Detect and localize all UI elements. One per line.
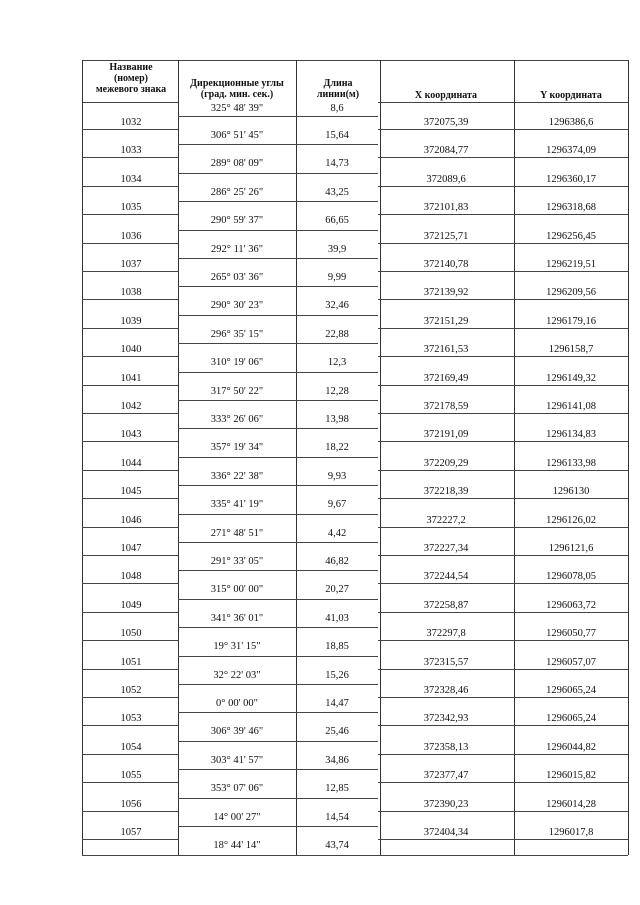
x-coordinate: 372377,47	[423, 770, 469, 782]
row-separator	[82, 527, 178, 528]
line-length: 9,99	[327, 272, 347, 283]
direction-angle: 315° 00' 00"	[210, 584, 264, 596]
direction-angle: 291° 33' 05"	[210, 556, 264, 567]
x-coordinate: 372084,77	[423, 145, 469, 157]
header-x: X координата	[414, 90, 478, 101]
row-separator	[82, 782, 178, 783]
y-coordinate: 1296015,82	[546, 770, 596, 782]
segment-separator	[178, 712, 378, 713]
segment-separator	[178, 826, 378, 827]
header-name-line-1: Название	[109, 62, 153, 73]
segment-separator	[178, 457, 378, 458]
line-length: 4,42	[327, 527, 347, 539]
point-name: 1052	[120, 685, 142, 696]
row-separator	[378, 385, 628, 386]
header-y: Y координата	[540, 90, 602, 101]
column-divider-0	[82, 60, 83, 855]
direction-angle: 0° 00' 00"	[216, 698, 258, 709]
line-length: 13,98	[325, 414, 349, 425]
first-segment-angle: 325° 48' 39"	[210, 103, 264, 114]
point-name: 1053	[120, 713, 142, 725]
row-separator	[378, 271, 628, 272]
x-coordinate: 372404,34	[423, 827, 469, 838]
row-separator	[82, 725, 178, 726]
y-coordinate: 1296386,6	[548, 117, 594, 128]
row-separator	[378, 413, 628, 414]
direction-angle: 265° 03' 36"	[210, 272, 264, 283]
row-separator	[82, 385, 178, 386]
x-coordinate: 372227,2	[426, 514, 466, 526]
segment-separator	[178, 485, 378, 486]
y-coordinate: 1296065,24	[546, 685, 596, 696]
header-length	[298, 78, 378, 100]
point-name: 1041	[120, 372, 142, 384]
header-name	[84, 62, 178, 95]
segment-separator	[178, 684, 378, 685]
segment-separator	[178, 372, 378, 373]
column-divider-5	[628, 60, 629, 855]
point-name: 1042	[120, 401, 142, 412]
y-coordinate: 1296057,07	[546, 656, 596, 668]
y-coordinate: 1296219,51	[546, 259, 596, 270]
row-separator	[82, 214, 178, 215]
point-name: 1049	[120, 599, 142, 611]
x-coordinate: 372209,29	[423, 457, 469, 469]
direction-angle: 18° 44' 14"	[213, 840, 261, 851]
y-coordinate: 1296318,68	[546, 202, 596, 214]
column-divider-3	[380, 60, 381, 855]
row-separator	[82, 470, 178, 471]
line-length: 25,46	[325, 726, 349, 738]
row-separator	[82, 413, 178, 414]
line-length: 15,64	[325, 130, 349, 141]
line-length: 9,67	[327, 499, 347, 511]
point-name: 1039	[120, 315, 142, 327]
row-separator	[82, 811, 178, 812]
direction-angle: 19° 31' 15"	[213, 641, 261, 653]
line-length: 34,86	[325, 754, 349, 766]
x-coordinate: 372140,78	[423, 259, 469, 270]
direction-angle: 292° 11' 36"	[211, 243, 263, 255]
segment-separator	[178, 769, 378, 770]
line-length: 66,65	[325, 215, 349, 227]
segment-separator	[178, 116, 378, 117]
point-name: 1056	[120, 798, 142, 810]
point-name: 1046	[120, 514, 142, 526]
direction-angle: 14° 00' 27"	[213, 811, 261, 823]
point-name: 1036	[120, 230, 142, 242]
point-name: 1035	[120, 202, 142, 214]
row-separator	[82, 271, 178, 272]
row-separator	[82, 157, 178, 158]
column-divider-4	[514, 60, 515, 855]
row-separator	[82, 612, 178, 613]
x-coordinate: 372101,83	[423, 202, 469, 214]
table-top-border	[82, 60, 628, 61]
x-coordinate: 372358,13	[423, 741, 469, 753]
header-angle-line-2: (град. мин. сек.)	[200, 89, 274, 100]
point-name: 1034	[120, 173, 142, 185]
row-separator	[378, 697, 628, 698]
point-name: 1043	[120, 429, 142, 441]
line-length: 15,26	[325, 669, 349, 681]
row-separator	[378, 839, 628, 840]
segment-separator	[178, 173, 378, 174]
line-length: 32,46	[325, 300, 349, 312]
header-length-line-2: линии(м)	[316, 89, 360, 100]
row-separator	[378, 612, 628, 613]
row-separator	[82, 328, 178, 329]
line-length: 41,03	[325, 612, 349, 624]
direction-angle: 306° 39' 46"	[210, 726, 264, 738]
row-separator	[378, 555, 628, 556]
header-name-line-3: межевого знака	[95, 84, 167, 95]
row-separator	[82, 441, 178, 442]
x-coordinate: 372342,93	[423, 713, 469, 725]
row-separator	[82, 186, 178, 187]
segment-separator	[178, 258, 378, 259]
point-name: 1047	[120, 543, 142, 554]
row-separator	[82, 583, 178, 584]
direction-angle: 336° 22' 38"	[210, 470, 264, 482]
x-coordinate: 372315,57	[423, 656, 469, 668]
y-coordinate: 1296044,82	[546, 741, 596, 753]
segment-separator	[178, 144, 378, 145]
row-separator	[82, 498, 178, 499]
direction-angle: 310° 19' 06"	[210, 357, 264, 369]
y-coordinate: 1296065,24	[546, 713, 596, 725]
row-separator	[378, 782, 628, 783]
direction-angle: 303° 41' 57"	[210, 754, 264, 766]
row-separator	[82, 356, 178, 357]
y-coordinate: 1296126,02	[546, 514, 596, 526]
y-coordinate: 1296209,56	[546, 287, 596, 299]
x-coordinate: 372089,6	[426, 173, 466, 185]
row-separator	[378, 186, 628, 187]
row-separator	[378, 129, 628, 130]
segment-separator	[178, 400, 378, 401]
point-name: 1055	[120, 770, 142, 782]
x-coordinate: 372075,39	[423, 117, 469, 128]
row-separator	[378, 157, 628, 158]
segment-separator	[178, 599, 378, 600]
segment-separator	[178, 315, 378, 316]
line-length: 43,25	[325, 186, 349, 198]
first-segment-length: 8,6	[330, 103, 344, 114]
row-separator	[378, 498, 628, 499]
line-length: 12,28	[325, 385, 349, 397]
y-coordinate: 1296078,05	[546, 571, 596, 583]
y-coordinate: 1296014,28	[546, 798, 596, 810]
line-length: 9,93	[327, 470, 347, 482]
row-separator	[82, 243, 178, 244]
y-coordinate: 1296374,09	[546, 145, 596, 157]
segment-separator	[178, 286, 378, 287]
y-coordinate: 1296133,98	[546, 457, 596, 469]
point-name: 1032	[120, 117, 142, 128]
direction-angle: 357° 19' 34"	[210, 442, 264, 454]
x-coordinate: 372139,92	[423, 287, 469, 299]
row-separator	[82, 839, 178, 840]
row-separator	[378, 754, 628, 755]
direction-angle: 271° 48' 51"	[210, 527, 264, 539]
point-name: 1054	[120, 741, 142, 753]
row-separator	[378, 640, 628, 641]
direction-angle: 335° 41' 19"	[210, 499, 264, 511]
direction-angle: 353° 07' 06"	[210, 783, 264, 795]
row-separator	[378, 328, 628, 329]
point-name: 1044	[120, 457, 142, 469]
row-separator	[82, 669, 178, 670]
segment-separator	[178, 230, 378, 231]
segment-separator	[178, 343, 378, 344]
header-angle-line-1: Дирекционные углы	[190, 78, 284, 89]
row-separator	[82, 697, 178, 698]
row-separator	[378, 669, 628, 670]
row-separator	[82, 754, 178, 755]
row-separator	[378, 243, 628, 244]
point-name: 1050	[120, 628, 142, 640]
y-coordinate: 1296050,77	[546, 628, 596, 640]
x-coordinate: 372227,34	[423, 543, 469, 554]
direction-angle: 341° 36' 01"	[210, 612, 264, 624]
direction-angle: 290° 30' 23"	[210, 300, 264, 312]
segment-separator	[178, 570, 378, 571]
y-coordinate: 1296063,72	[546, 599, 596, 611]
row-separator	[378, 299, 628, 300]
direction-angle: 32° 22' 03"	[213, 669, 261, 681]
x-coordinate: 372244,54	[423, 571, 469, 583]
segment-separator	[178, 656, 378, 657]
row-separator	[378, 470, 628, 471]
line-length: 12,85	[325, 783, 349, 795]
direction-angle: 306° 51' 45"	[210, 130, 264, 141]
y-coordinate: 1296121,6	[548, 543, 594, 554]
row-separator	[82, 129, 178, 130]
y-coordinate: 1296158,7	[548, 344, 594, 356]
point-name: 1038	[120, 287, 142, 299]
y-coordinate: 1296130	[552, 486, 590, 498]
point-name: 1040	[120, 344, 142, 356]
line-length: 43,74	[325, 840, 349, 851]
y-coordinate: 1296017,8	[548, 827, 594, 838]
point-name: 1037	[120, 259, 142, 270]
line-length: 14,54	[325, 811, 349, 823]
y-coordinate: 1296256,45	[546, 230, 596, 242]
x-coordinate: 372178,59	[423, 401, 469, 412]
row-separator	[378, 441, 628, 442]
segment-separator	[178, 627, 378, 628]
point-name: 1057	[120, 827, 142, 838]
segment-separator	[178, 514, 378, 515]
x-coordinate: 372151,29	[423, 315, 469, 327]
point-name: 1045	[120, 486, 142, 498]
segment-separator	[178, 542, 378, 543]
line-length: 46,82	[325, 556, 349, 567]
segment-separator	[178, 741, 378, 742]
header-name-line-2: (номер)	[113, 73, 149, 84]
y-coordinate: 1296179,16	[546, 315, 596, 327]
row-separator	[378, 725, 628, 726]
x-coordinate: 372218,39	[423, 486, 469, 498]
point-name: 1048	[120, 571, 142, 583]
line-length: 20,27	[325, 584, 349, 596]
direction-angle: 286° 25' 26"	[210, 186, 264, 198]
x-coordinate: 372297,8	[426, 628, 466, 640]
x-coordinate: 372191,09	[423, 429, 469, 441]
row-separator	[378, 527, 628, 528]
line-length: 14,73	[325, 158, 349, 170]
header-bottom-border-right	[378, 102, 628, 103]
direction-angle: 290° 59' 37"	[210, 215, 264, 227]
y-coordinate: 1296134,83	[546, 429, 596, 441]
point-name: 1033	[120, 145, 142, 157]
x-coordinate: 372169,49	[423, 372, 469, 384]
line-length: 12,3	[327, 357, 347, 369]
x-coordinate: 372258,87	[423, 599, 469, 611]
direction-angle: 333° 26' 06"	[210, 414, 264, 425]
line-length: 22,88	[325, 328, 349, 340]
row-separator	[378, 214, 628, 215]
direction-angle: 317° 50' 22"	[210, 385, 264, 397]
x-coordinate: 372328,46	[423, 685, 469, 696]
direction-angle: 296° 35' 15"	[210, 328, 264, 340]
header-angle	[178, 78, 296, 100]
x-coordinate: 372161,53	[423, 344, 469, 356]
row-separator	[82, 640, 178, 641]
row-separator	[82, 299, 178, 300]
row-separator	[82, 555, 178, 556]
line-length: 39,9	[327, 243, 347, 255]
direction-angle: 289° 08' 09"	[210, 158, 264, 170]
x-coordinate: 372125,71	[423, 230, 469, 242]
row-separator	[378, 811, 628, 812]
segment-separator	[178, 201, 378, 202]
row-separator	[378, 583, 628, 584]
row-separator	[378, 356, 628, 357]
line-length: 18,85	[325, 641, 349, 653]
y-coordinate: 1296149,32	[546, 372, 596, 384]
line-length: 14,47	[325, 698, 349, 709]
line-length: 18,22	[325, 442, 349, 454]
y-coordinate: 1296360,17	[546, 173, 596, 185]
table-bottom-border	[82, 855, 628, 856]
y-coordinate: 1296141,08	[546, 401, 596, 412]
segment-separator	[178, 428, 378, 429]
header-bottom-border	[82, 102, 178, 103]
segment-separator	[178, 798, 378, 799]
header-length-line-1: Длина	[323, 78, 353, 89]
point-name: 1051	[120, 656, 142, 668]
x-coordinate: 372390,23	[423, 798, 469, 810]
